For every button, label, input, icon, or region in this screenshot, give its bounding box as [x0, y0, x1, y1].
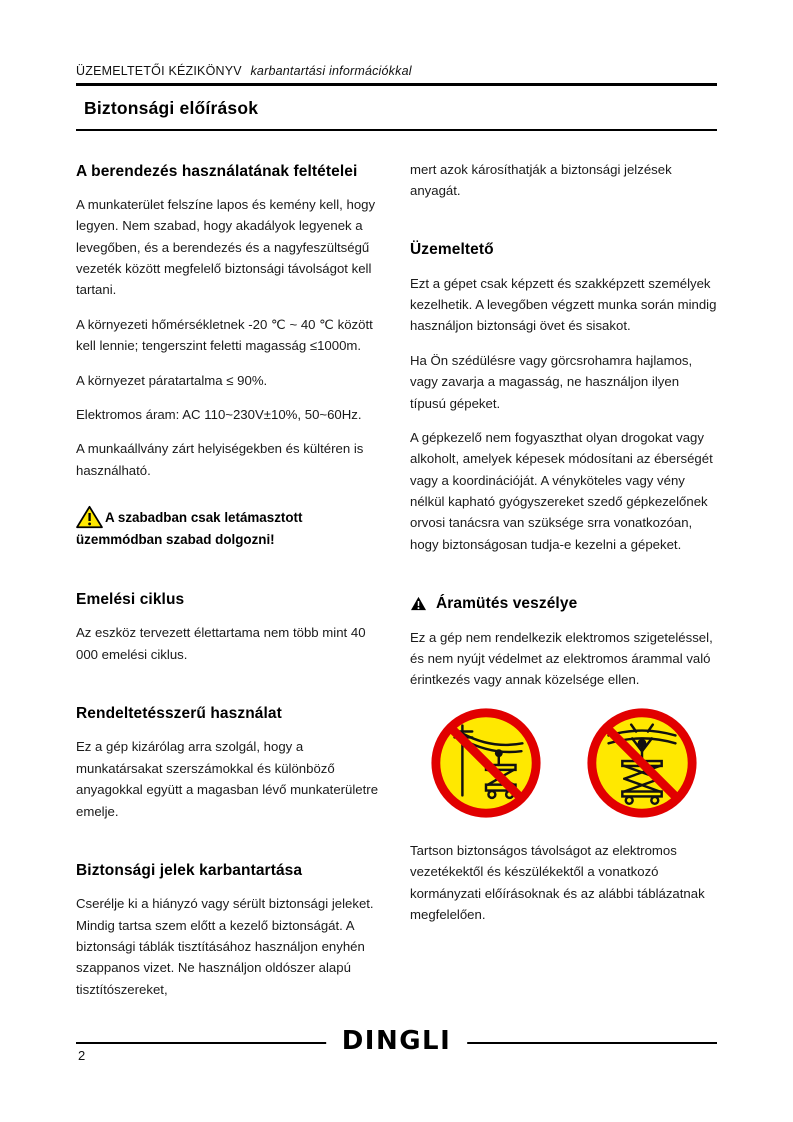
- header-kicker-subtitle: karbantartási információkkal: [250, 64, 412, 78]
- dingli-logo: DINGLI: [326, 1026, 468, 1056]
- header-kicker-title: ÜZEMELTETŐI KÉZIKÖNYV: [76, 64, 242, 78]
- header-rule: [76, 83, 717, 86]
- warning-triangle-icon: [76, 505, 103, 529]
- paragraph-continuation: mert azok károsíthatják a biztonsági jelzések anyagát.: [410, 161, 672, 198]
- power-line-hazard-sign-1: [427, 704, 545, 822]
- content-columns: [76, 153, 717, 1014]
- paragraph: Ezt a gépet csak képzett és szakképzett személyek kezelhetik. A levegőben végzett munka során mindig használjon biztonsági övet és sisakot.: [410, 275, 717, 334]
- right-column: [410, 153, 717, 1014]
- paragraph: A környezet páratartalma ≤ 90%.: [76, 372, 268, 388]
- section-heading-electric-shock: [410, 589, 717, 618]
- section-heading-sign-maintenance: Biztonsági jelek karbantartása: [76, 861, 303, 879]
- power-line-hazard-sign-2: [583, 704, 701, 822]
- paragraph: Cserélje ki a hiányzó vagy sérült biztonsági jeleket. Mindig tartsa szem előtt a kezelő biztonságát. A biztonsági táblák tisztításához használjon enyhén szappanos vizet. Ne használjon oldószer alapú tisztítószereket,: [76, 896, 374, 997]
- paragraph: Ha Ön szédülésre vagy görcsrohamra hajlamos, vagy zavarja a magasság, ne használjon ilyen típusú gépeket.: [410, 352, 693, 411]
- page-number: 2: [78, 1048, 86, 1063]
- title-rule: [76, 129, 717, 131]
- paragraph: A munkaterület felszíne lapos és kemény kell, hogy legyen. Nem szabad, hogy akadályok legyenek a levegőben, és a berendezés és a nagyfeszültségű vezeték között megfelelő biztonsági távolságot kell tartani.: [76, 196, 376, 298]
- hazard-triangle-icon: [410, 596, 427, 611]
- header-kicker: [76, 64, 717, 78]
- section-heading-electric-shock-label: Áramütés veszélye: [436, 595, 578, 613]
- section-heading-usage-conditions: A berendezés használatának feltételei: [76, 162, 358, 180]
- paragraph: Ez a gép nem rendelkezik elektromos szigeteléssel, és nem nyújt védelmet az elektromos árammal való érintkezés vagy annak közelsége ellen.: [410, 629, 713, 688]
- section-heading-lifting-cycle: Emelési ciklus: [76, 590, 185, 608]
- section-heading-operator: Üzemeltető: [410, 241, 494, 259]
- paragraph: Tartson biztonságos távolságot az elektromos vezetékektől és készülékektől a vonatkozó kormányzati előírásoknak és az alábbi táblázatnak megfelelően.: [410, 842, 705, 922]
- paragraph: Ez a gép kizárólag arra szolgál, hogy a munkatársakat szerszámokkal és különböző anyagokkal együtt a magasban lévő munkaterületre emelje.: [76, 739, 379, 819]
- paragraph: Elektromos áram: AC 110~230V±10%, 50~60Hz.: [76, 406, 362, 422]
- left-column: [76, 153, 383, 1014]
- paragraph: Az eszköz tervezett élettartama nem több mint 40 000 emelési ciklus.: [76, 625, 366, 662]
- page-title: Biztonsági előírások: [84, 98, 259, 118]
- paragraph: A környezeti hőmérsékletnek -20 ℃ ~ 40 ℃ között kell lennie; tengerszint feletti magasság ≤1000m.: [76, 316, 373, 354]
- prohibition-signs: [410, 704, 717, 822]
- paragraph: A munkaállvány zárt helyiségekben és kültéren is használható.: [76, 441, 364, 478]
- paragraph: A gépkezelő nem fogyaszthat olyan drogokat vagy alkoholt, amelyek képesek módosítani az éberségét vagy a koordinációját. A vényköteles vagy vény nélkül kapható gyógyszereket szedő gépkezelőnek orvosi tanácsra van szüksége srra vonatkozóan, hogy biztonságosan tudja-e kezelni a gépeket.: [410, 429, 713, 552]
- section-heading-intended-use: Rendeltetésszerű használat: [76, 704, 282, 722]
- outdoor-warning-text: A szabadban csak letámasztott üzemmódban szabad dolgozni!: [76, 510, 303, 548]
- outdoor-warning: [76, 505, 383, 551]
- page-footer: [76, 1026, 717, 1076]
